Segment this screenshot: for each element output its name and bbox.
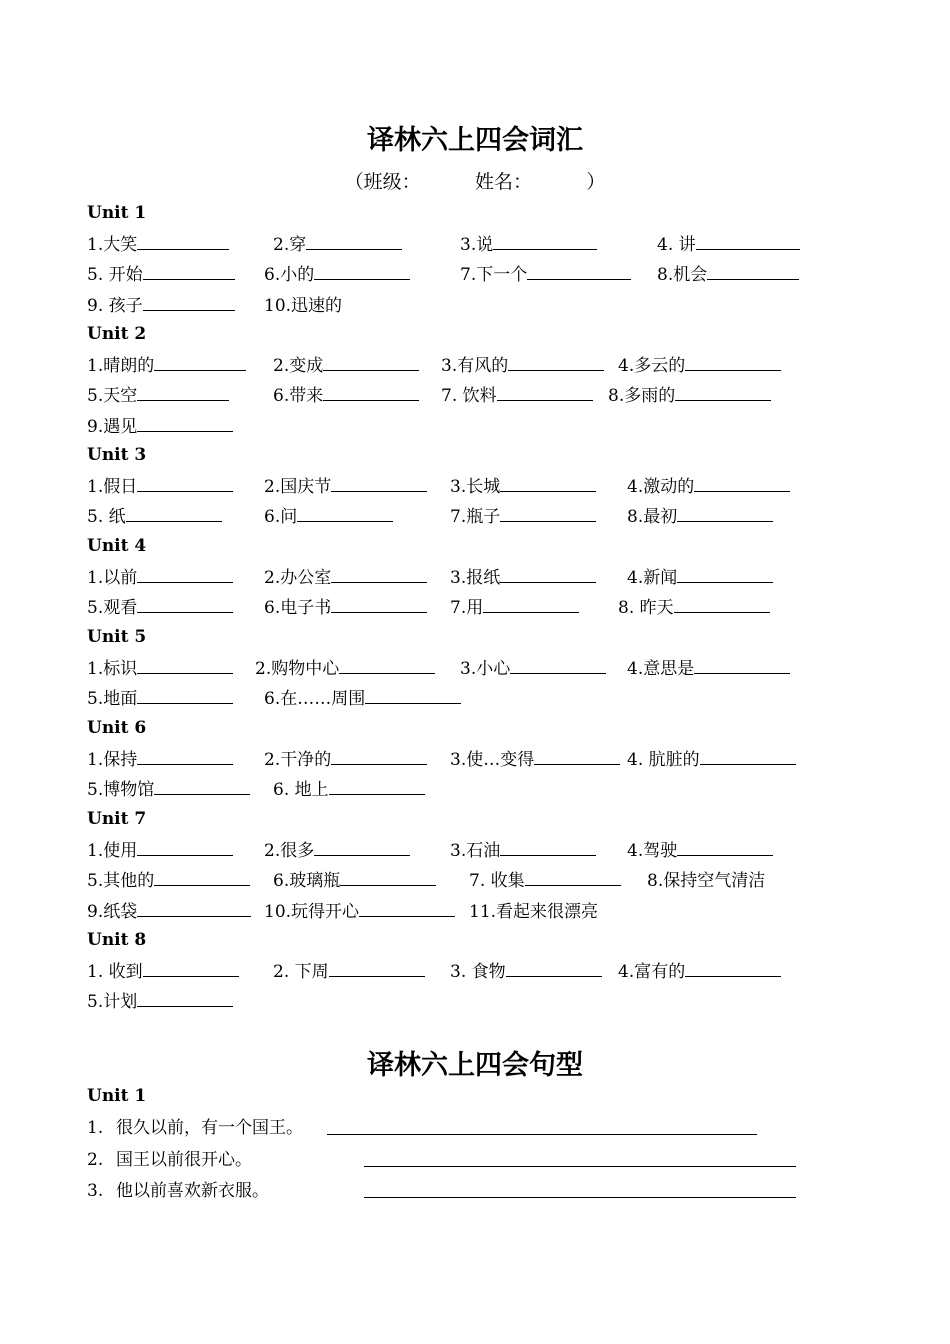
- vocab-item: [450, 566, 596, 590]
- vocab-item: [273, 869, 436, 893]
- vocab-row: [87, 778, 867, 802]
- vocab-word: 3.长城: [450, 477, 501, 497]
- vocab-item: [469, 869, 621, 893]
- vocab-row: [87, 354, 867, 378]
- answer-blank[interactable]: [137, 661, 233, 674]
- vocab-word: 7. 收集: [469, 871, 525, 892]
- vocab-row: [87, 839, 867, 863]
- vocab-word: 1.晴朗的: [87, 356, 155, 376]
- vocab-item: [441, 384, 593, 408]
- vocab-item: [273, 354, 419, 378]
- vocab-item: [255, 657, 435, 681]
- vocab-word: 9.纸袋: [87, 901, 138, 922]
- vocab-word: 9.遇见: [87, 416, 138, 437]
- unit-label: Unit 8: [87, 930, 147, 950]
- vocab-word: 6.在……周围: [264, 689, 366, 710]
- vocab-word: 4.多云的: [618, 356, 686, 376]
- vocab-item: [618, 596, 770, 620]
- vocab-word: 4.富有的: [618, 962, 686, 982]
- vocab-item: [264, 748, 427, 772]
- answer-blank[interactable]: [510, 661, 606, 674]
- answer-blank[interactable]: [500, 479, 596, 492]
- vocab-word: 5.天空: [87, 386, 138, 407]
- vocab-word: 4.新闻: [627, 568, 678, 588]
- answer-blank[interactable]: [137, 570, 233, 583]
- vocab-word: 8.保持空气清洁: [647, 871, 766, 892]
- answer-blank[interactable]: [143, 267, 235, 280]
- vocab-word: 6.问: [264, 507, 298, 528]
- vocab-item: [87, 960, 239, 984]
- vocab-word: 8.最初: [627, 507, 678, 528]
- answer-blank[interactable]: [137, 752, 233, 765]
- vocab-word: 2.购物中心: [255, 659, 340, 679]
- vocab-word: 1.保持: [87, 750, 138, 770]
- answer-blank[interactable]: [323, 388, 419, 401]
- vocab-row: [87, 415, 867, 439]
- vocab-row: [87, 657, 867, 681]
- vocab-item: [608, 384, 771, 408]
- sentence-number: 3.: [87, 1181, 104, 1201]
- vocab-item: [273, 384, 419, 408]
- answer-blank[interactable]: [674, 600, 770, 613]
- vocab-word: 1.大笑: [87, 235, 138, 255]
- answer-blank[interactable]: [500, 570, 596, 583]
- vocab-word: 7.下一个: [460, 265, 528, 286]
- vocab-item: [87, 748, 233, 772]
- vocab-word: 2.很多: [264, 841, 315, 861]
- answer-blank[interactable]: [365, 691, 461, 704]
- answer-blank[interactable]: [323, 358, 419, 371]
- vocab-item: [450, 505, 596, 529]
- vocab-word: 9. 孩子: [87, 295, 143, 316]
- vocab-row: [87, 475, 867, 499]
- vocab-item: [618, 354, 781, 378]
- answer-blank[interactable]: [694, 661, 790, 674]
- vocab-row: [87, 596, 867, 620]
- vocab-item: [460, 657, 606, 681]
- vocab-word: 3.报纸: [450, 568, 501, 588]
- translation-blank[interactable]: [364, 1166, 796, 1167]
- answer-blank[interactable]: [137, 419, 233, 432]
- vocab-word: 4.意思是: [627, 659, 695, 679]
- answer-blank[interactable]: [137, 600, 233, 613]
- vocab-word: 1.标识: [87, 659, 138, 679]
- vocab-item: [87, 566, 233, 590]
- vocab-word: 5.计划: [87, 992, 138, 1013]
- vocab-word: 2.国庆节: [264, 477, 332, 497]
- vocab-word: 6.玻璃瓶: [273, 871, 341, 892]
- answer-blank[interactable]: [314, 843, 410, 856]
- vocab-word: 2.办公室: [264, 568, 332, 588]
- vocab-item: [450, 748, 620, 772]
- answer-blank[interactable]: [331, 752, 427, 765]
- translation-blank[interactable]: [327, 1134, 757, 1135]
- vocab-row: [87, 960, 867, 984]
- vocab-word: 3.说: [460, 235, 494, 255]
- vocab-item: [264, 505, 393, 529]
- vocab-word: 6.电子书: [264, 598, 332, 619]
- sentence-text: 他以前喜欢新衣服。: [116, 1181, 269, 1201]
- vocab-word: 1. 收到: [87, 962, 143, 982]
- unit-label: Unit 1: [87, 203, 147, 223]
- vocab-item: [460, 233, 597, 257]
- vocab-row: [87, 990, 867, 1014]
- vocab-item: [273, 233, 402, 257]
- vocab-item: [87, 354, 246, 378]
- vocab-word: 6.带来: [273, 386, 324, 407]
- vocab-item: [441, 354, 604, 378]
- answer-blank[interactable]: [143, 298, 235, 311]
- vocab-word: 5.地面: [87, 689, 138, 710]
- sentence-number: 2.: [87, 1150, 104, 1170]
- answer-blank[interactable]: [137, 479, 233, 492]
- vocab-item: [460, 263, 631, 287]
- unit-label: Unit 7: [87, 809, 147, 829]
- vocab-item: [87, 384, 229, 408]
- vocab-row: [87, 687, 867, 711]
- vocab-item: [450, 475, 596, 499]
- vocab-item: [87, 869, 250, 893]
- answer-blank[interactable]: [525, 873, 621, 886]
- vocab-word: 1.使用: [87, 841, 138, 861]
- answer-blank[interactable]: [339, 661, 435, 674]
- vocab-item: [264, 687, 461, 711]
- vocab-word: 8.多雨的: [608, 386, 676, 407]
- unit-label: Unit 6: [87, 718, 147, 738]
- vocab-item: [647, 869, 765, 893]
- answer-blank[interactable]: [497, 388, 593, 401]
- vocab-word: 4. 肮脏的: [627, 750, 700, 770]
- vocab-word: 5. 开始: [87, 265, 143, 286]
- sentence-row: [87, 1148, 867, 1172]
- answer-blank[interactable]: [137, 994, 233, 1007]
- vocab-word: 3. 食物: [450, 962, 506, 982]
- vocab-item: [627, 748, 796, 772]
- answer-blank[interactable]: [331, 570, 427, 583]
- answer-blank[interactable]: [137, 843, 233, 856]
- vocab-item: [87, 263, 235, 287]
- vocab-item: [87, 687, 233, 711]
- answer-blank[interactable]: [359, 904, 455, 917]
- vocab-item: [87, 415, 233, 439]
- vocab-title: 译林六上四会词汇: [367, 125, 583, 156]
- vocab-item: [450, 596, 579, 620]
- answer-blank[interactable]: [143, 964, 239, 977]
- vocab-item: [87, 475, 233, 499]
- answer-blank[interactable]: [694, 479, 790, 492]
- vocab-item: [87, 294, 235, 318]
- answer-blank[interactable]: [527, 267, 631, 280]
- vocab-word: 5.博物馆: [87, 780, 155, 801]
- unit-label: Unit 3: [87, 445, 147, 465]
- vocab-item: [87, 596, 233, 620]
- vocab-item: [264, 263, 410, 287]
- unit-label: Unit 4: [87, 536, 147, 556]
- vocab-item: [450, 960, 602, 984]
- answer-blank[interactable]: [154, 782, 250, 795]
- answer-blank[interactable]: [685, 358, 781, 371]
- class-name-line: （班级： 姓名： ）: [344, 171, 606, 193]
- vocab-word: 7.用: [450, 598, 484, 619]
- unit-label: Unit 5: [87, 627, 147, 647]
- answer-blank[interactable]: [534, 752, 620, 765]
- vocab-row: [87, 900, 867, 924]
- vocab-item: [627, 657, 790, 681]
- answer-blank[interactable]: [137, 904, 251, 917]
- answer-blank[interactable]: [675, 388, 771, 401]
- vocab-word: 10.玩得开心: [264, 901, 360, 922]
- answer-blank[interactable]: [314, 267, 410, 280]
- answer-blank[interactable]: [483, 600, 579, 613]
- answer-blank[interactable]: [340, 873, 436, 886]
- vocab-item: [87, 900, 251, 924]
- vocab-word: 1.假日: [87, 477, 138, 497]
- answer-blank[interactable]: [493, 237, 597, 250]
- vocab-word: 4. 讲: [657, 235, 696, 255]
- answer-blank[interactable]: [707, 267, 799, 280]
- vocab-item: [264, 839, 410, 863]
- vocab-item: [273, 960, 425, 984]
- sentence-number: 1.: [87, 1118, 104, 1138]
- vocab-item: [264, 596, 427, 620]
- vocab-word: 2.穿: [273, 235, 307, 255]
- vocab-word: 1.以前: [87, 568, 138, 588]
- vocab-item: [273, 778, 425, 802]
- vocab-word: 5.其他的: [87, 871, 155, 892]
- vocab-item: [264, 475, 427, 499]
- sentence-text: 很久以前，有一个国王。: [116, 1118, 303, 1138]
- answer-blank[interactable]: [154, 873, 250, 886]
- vocab-item: [450, 839, 596, 863]
- answer-blank[interactable]: [137, 388, 229, 401]
- vocab-item: [657, 263, 799, 287]
- vocab-word: 10.迅速的: [264, 295, 343, 316]
- answer-blank[interactable]: [306, 237, 402, 250]
- answer-blank[interactable]: [677, 509, 773, 522]
- answer-blank[interactable]: [126, 509, 222, 522]
- vocab-word: 2.干净的: [264, 750, 332, 770]
- vocab-word: 3.使…变得: [450, 750, 535, 770]
- unit-label: Unit 2: [87, 324, 147, 344]
- vocab-word: 3.石油: [450, 841, 501, 861]
- answer-blank[interactable]: [700, 752, 796, 765]
- vocab-row: [87, 384, 867, 408]
- vocab-item: [627, 505, 773, 529]
- vocab-row: [87, 505, 867, 529]
- answer-blank[interactable]: [500, 843, 596, 856]
- vocab-row: [87, 748, 867, 772]
- vocab-item: [87, 657, 233, 681]
- vocab-item: [264, 900, 455, 924]
- answer-blank[interactable]: [331, 479, 427, 492]
- answer-blank[interactable]: [329, 782, 425, 795]
- vocab-word: 4.激动的: [627, 477, 695, 497]
- answer-blank[interactable]: [677, 843, 773, 856]
- translation-blank[interactable]: [364, 1197, 796, 1198]
- vocab-word: 4.驾驶: [627, 841, 678, 861]
- answer-blank[interactable]: [329, 964, 425, 977]
- vocab-row: [87, 263, 867, 287]
- vocab-item: [264, 294, 342, 318]
- vocab-word: 6.小的: [264, 265, 315, 286]
- vocab-word: 3.小心: [460, 659, 511, 679]
- vocab-word: 7. 饮料: [441, 386, 497, 407]
- vocab-item: [627, 839, 773, 863]
- vocab-row: [87, 233, 867, 257]
- vocab-word: 8. 昨天: [618, 598, 674, 619]
- vocab-row: [87, 566, 867, 590]
- vocab-item: [627, 566, 773, 590]
- vocab-word: 2.变成: [273, 356, 324, 376]
- vocab-word: 2. 下周: [273, 962, 329, 982]
- answer-blank[interactable]: [506, 964, 602, 977]
- vocab-word: 7.瓶子: [450, 507, 501, 528]
- vocab-word: 5.观看: [87, 598, 138, 619]
- answer-blank[interactable]: [685, 964, 781, 977]
- vocab-word: 11.看起来很漂亮: [469, 901, 599, 922]
- answer-blank[interactable]: [500, 509, 596, 522]
- vocab-item: [87, 990, 233, 1014]
- answer-blank[interactable]: [154, 358, 246, 371]
- vocab-item: [87, 778, 250, 802]
- vocab-item: [87, 233, 229, 257]
- answer-blank[interactable]: [137, 237, 229, 250]
- vocab-item: [264, 566, 427, 590]
- answer-blank[interactable]: [696, 237, 800, 250]
- vocab-word: 8.机会: [657, 265, 708, 286]
- vocab-row: [87, 294, 867, 318]
- vocab-word: 5. 纸: [87, 507, 126, 528]
- sentence-row: [87, 1116, 867, 1140]
- sentence-title: 译林六上四会句型: [367, 1050, 583, 1081]
- answer-blank[interactable]: [297, 509, 393, 522]
- vocab-item: [657, 233, 800, 257]
- vocab-item: [618, 960, 781, 984]
- vocab-item: [87, 505, 222, 529]
- answer-blank[interactable]: [677, 570, 773, 583]
- vocab-word: 6. 地上: [273, 780, 329, 801]
- answer-blank[interactable]: [137, 691, 233, 704]
- vocab-item: [627, 475, 790, 499]
- answer-blank[interactable]: [508, 358, 604, 371]
- vocab-word: 3.有风的: [441, 356, 509, 376]
- sentence-row: [87, 1179, 867, 1203]
- vocab-item: [87, 839, 233, 863]
- vocab-item: [469, 900, 598, 924]
- vocab-row: [87, 869, 867, 893]
- sentence-text: 国王以前很开心。: [116, 1150, 252, 1170]
- sentence-unit-label: Unit 1: [87, 1086, 147, 1106]
- answer-blank[interactable]: [331, 600, 427, 613]
